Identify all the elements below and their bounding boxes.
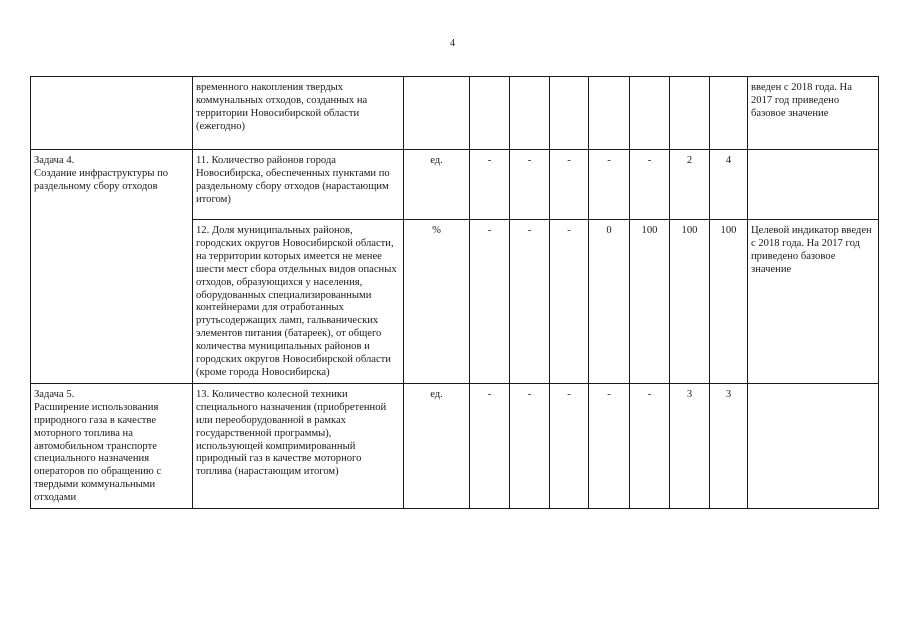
value-cell: 100 (630, 220, 670, 384)
value-cell: 2 (670, 150, 710, 220)
value-cell: 3 (710, 383, 748, 508)
value-cell (710, 77, 748, 150)
value-cell: 0 (589, 220, 630, 384)
unit-cell (404, 77, 470, 150)
indicator-cell: временного накопления твердых коммунальных отходов, созданных на территории Новосибирской области (ежегодно) (193, 77, 404, 150)
unit-cell: % (404, 220, 470, 384)
indicator-cell: 12. Доля муниципальных районов, городских округов Новосибирской области, на территории которых имеется не менее шести мест сбора отдельных видов опасных отходов, образующихся у населения, оборудованных специализированными контейнерами для отработанных ртутьсодержащих ламп, гальванических элементов питания (батареек), от общего количества муниципальных районов и городских округов Новосибирской области (кроме города Новосибирска) (193, 220, 404, 384)
value-cell: 100 (670, 220, 710, 384)
indicator-cell: 11. Количество районов города Новосибирска, обеспеченных пунктами по раздельному сбору отходов (нарастающим итогом) (193, 150, 404, 220)
table-row (31, 77, 879, 150)
note-cell (748, 150, 879, 220)
value-cell: - (470, 383, 510, 508)
task-cell: Задача 5. Расширение использования природного газа в качестве моторного топлива на автомобильном транспорте специального назначения операторов по обращению с твердыми коммунальными отходами (31, 383, 193, 508)
value-cell: - (510, 220, 550, 384)
value-cell (470, 77, 510, 150)
value-cell: - (589, 383, 630, 508)
value-cell: 100 (710, 220, 748, 384)
value-cell (589, 77, 630, 150)
value-cell (510, 77, 550, 150)
task-cell: Задача 4. Создание инфраструктуры по раздельному сбору отходов (31, 150, 193, 384)
value-cell: 3 (670, 383, 710, 508)
value-cell: - (470, 150, 510, 220)
table-row (31, 383, 879, 508)
indicator-cell: 13. Количество колесной техники специального назначения (приобретенной или переоборудованной в рамках государственной программы), использующей компримированный природный газ в качестве моторного топлива (нарастающим итогом) (193, 383, 404, 508)
value-cell: - (510, 383, 550, 508)
indicators-table (30, 76, 879, 509)
value-cell (670, 77, 710, 150)
value-cell: - (510, 150, 550, 220)
note-cell: введен с 2018 года. На 2017 год приведено базовое значение (748, 77, 879, 150)
note-cell: Целевой индикатор введен с 2018 года. На 2017 год приведено базовое значение (748, 220, 879, 384)
value-cell: - (589, 150, 630, 220)
unit-cell: ед. (404, 150, 470, 220)
page-number: 4 (450, 38, 455, 49)
table-row (31, 150, 879, 220)
value-cell: - (630, 150, 670, 220)
value-cell: 4 (710, 150, 748, 220)
value-cell: - (470, 220, 510, 384)
value-cell (630, 77, 670, 150)
task-cell (31, 77, 193, 150)
value-cell: - (550, 150, 589, 220)
value-cell: - (550, 383, 589, 508)
value-cell (550, 77, 589, 150)
value-cell: - (550, 220, 589, 384)
note-cell (748, 383, 879, 508)
value-cell: - (630, 383, 670, 508)
unit-cell: ед. (404, 383, 470, 508)
